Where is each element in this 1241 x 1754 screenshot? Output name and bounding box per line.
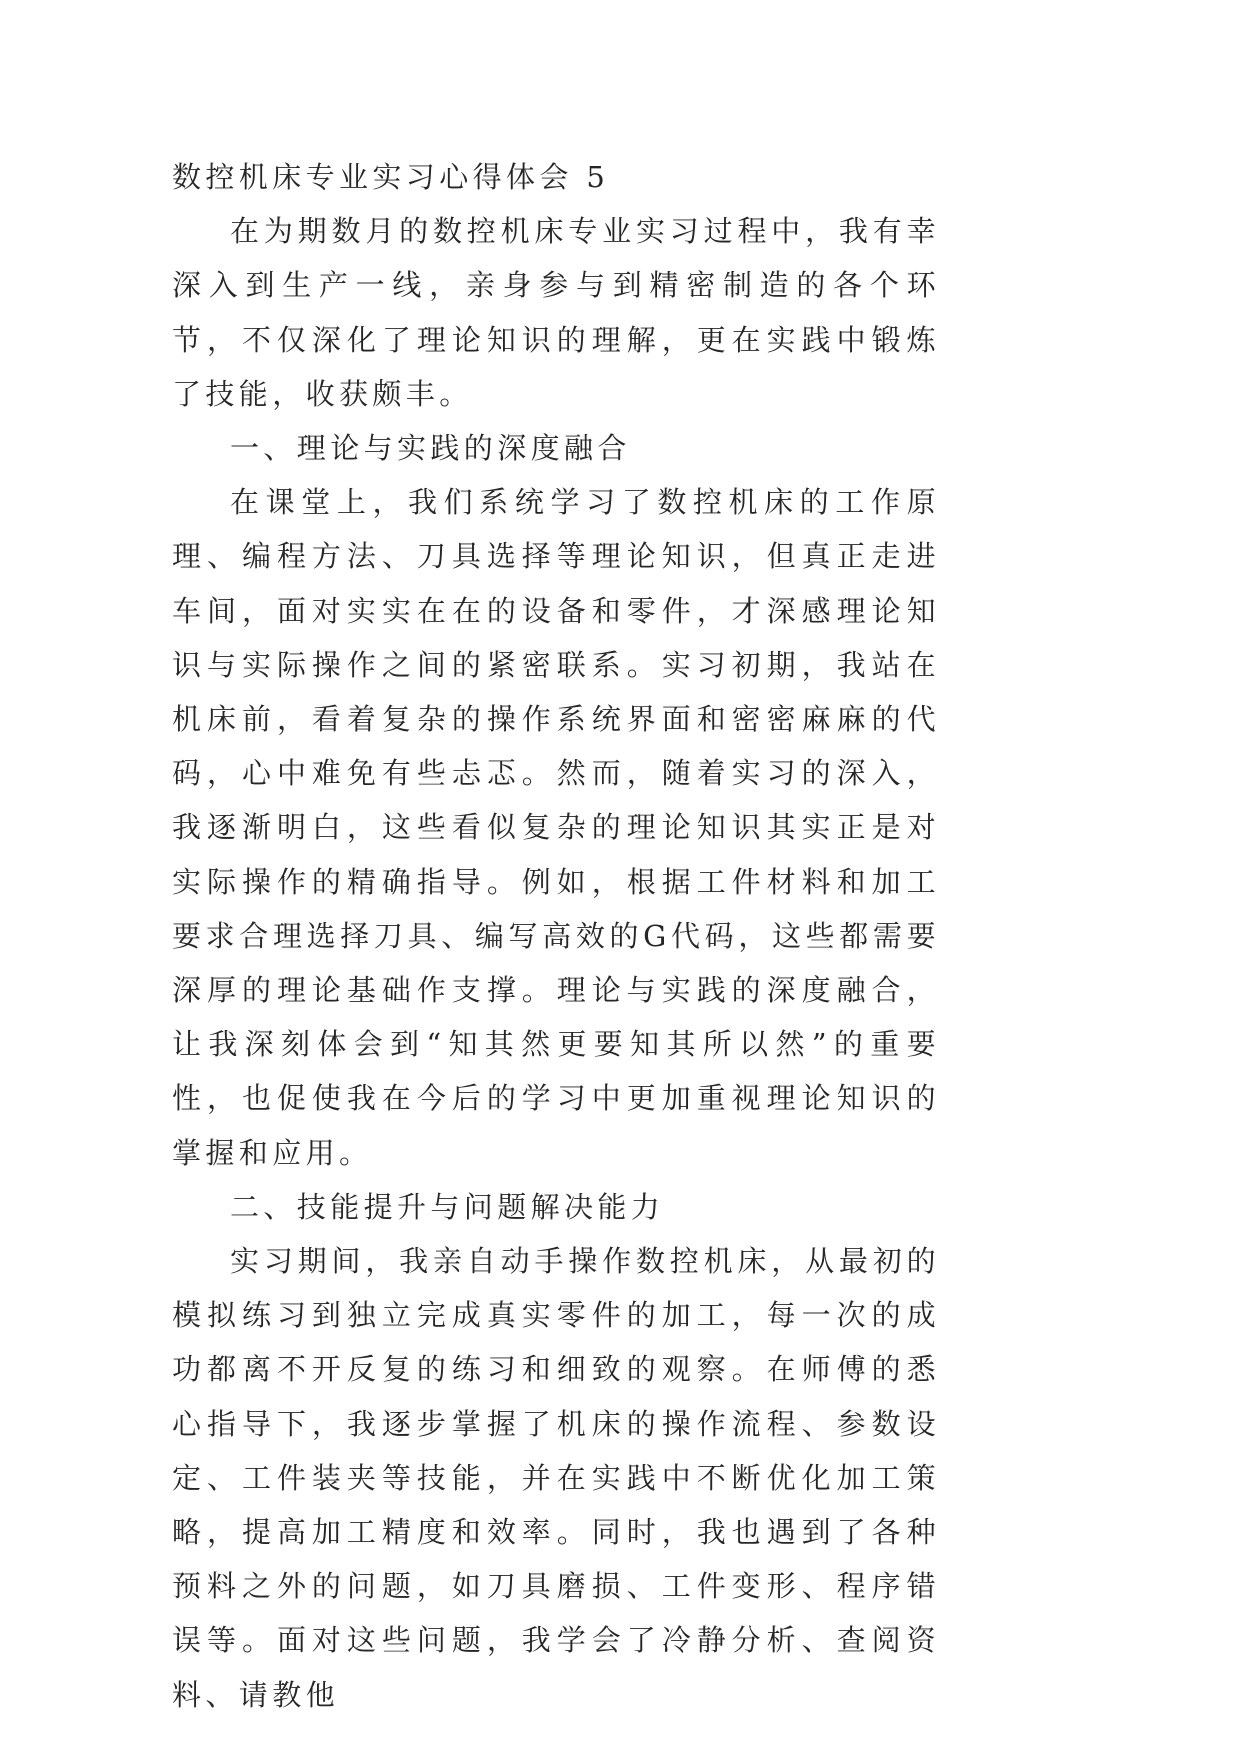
document-title: 数控机床专业实习心得体会 5 <box>172 160 610 194</box>
skills-paragraph: 实习期间，我亲自动手操作数控机床，从最初的模拟练习到独立完成真实零件的加工，每一次的成功都离不开反复的练习和细致的观察。在师傅的悉心指导下，我逐步掌握了机床的操作流程、参数设定、工件装夹等技能，并在实践中不断优化加工策略，提高加工精度和效率。同时，我也遇到了各种预料之外的问题，如刀具磨损、工件变形、程序错误等。面对这些问题，我学会了冷静分析、查阅资料、请教他 <box>172 1244 940 1712</box>
section-heading-theory-practice: 一、理论与实践的深度融合 <box>230 431 631 466</box>
intro-paragraph: 在为期数月的数控机床专业实习过程中，我有幸深入到生产一线，亲身参与到精密制造的各个环节，不仅深化了理论知识的理解，更在实践中锻炼了技能，收获颇丰。 <box>172 214 940 411</box>
document-body <box>172 150 940 1722</box>
theory-practice-paragraph: 在课堂上，我们系统学习了数控机床的工作原理、编程方法、刀具选择等理论知识，但真正走进车间，面对实实在在的设备和零件，才深感理论知识与实际操作之间的紧密联系。实习初期，我站在机床前，看着复杂的操作系统界面和密密麻麻的代码，心中难免有些忐忑。然而，随着实习的深入，我逐渐明白，这些看似复杂的理论知识其实正是对实际操作的精确指导。例如，根据工件材料和加工要求合理选择刀具、编写高效的G代码，这些都需要深厚的理论基础作支撑。理论与实践的深度融合，让我深刻体会到“知其然更要知其所以然”的重要性，也促使我在今后的学习中更加重视理论知识的掌握和应用。 <box>172 485 940 1170</box>
section-heading-skills: 二、技能提升与问题解决能力 <box>230 1189 665 1224</box>
